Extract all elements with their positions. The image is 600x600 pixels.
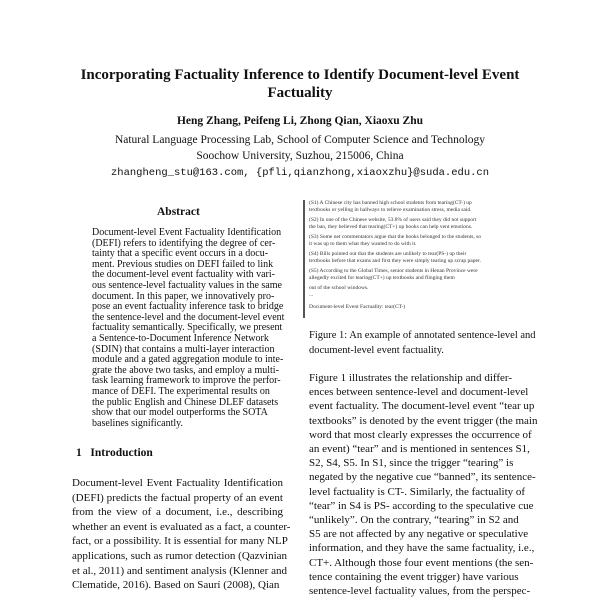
text-line: whether an event is evaluated as a fact, a counter- [72,520,291,533]
figure-line: ... [309,292,314,298]
text-line: applications, such as rumor detection (Qazvinian [72,550,288,562]
text-line: sentence-level factuality values, from the perspec- [309,585,531,597]
text-line: Document-level Event Factuality Identification [92,227,282,238]
figure-line: (S1) A Chinese city has banned high school students from tearing(CT-) up [309,200,472,206]
text-line: word that most clearly expresses the occurrence of [309,428,532,441]
figure-line: the ban, they believed that tearing(CT+) up books can help vent emotions. [309,224,473,230]
text-line: (SDIN) that contains a multi-layer interaction [92,343,275,355]
figure-1 [303,200,519,318]
emails: zhangheng_stu@163.com, {pfli,qianzhong,xiaoxzhu}@suda.edu.cn [110,167,490,179]
text-line: baselines significantly. [92,417,183,429]
text-line: negated by the negative cue “banned”, its sentence- [309,471,536,484]
text-line: the sentence-level and the document-level event [92,311,285,323]
figure-line: Document-level Event Factuality: tear(CT-) [309,304,406,310]
title-line-2: Factuality [267,85,333,101]
text-line: module and a gated aggregation module to inte- [92,354,284,366]
text-line: CT+. Although those four event mentions (the sen- [309,556,534,569]
paper-title [60,66,540,102]
figure-line: it was up to them what they wanted to do with it. [309,241,417,247]
text-line: ment. Previous studies on DEFI failed to link [92,258,274,270]
figure-line: (S2) In one of the Chinese website, 53.8% of users said they did not support [309,217,477,223]
text-line: textbooks” is denoted by the event trigger (the main [309,414,538,427]
text-line: the public English and Chinese DLEF datasets [92,396,279,408]
text-line: factuality semantically. Specifically, we present [92,322,283,334]
intro-heading: 1 Introduction [76,447,153,459]
text-line: (DEFI) predicts the factual property of an event [72,491,283,504]
text-line: show that our model outperforms the SOTA [92,407,268,419]
text-line: pose an event factuality inference task to bridge [92,301,284,313]
caption-line-1: Figure 1: An example of annotated sentence-level and [309,330,536,341]
text-line: et al., 2011) and sentiment analysis (Klenner and [72,564,287,577]
text-line: tainty that a specific event occurs in a docu- [92,248,269,260]
text-line: the document-level event factuality with vari- [92,269,275,281]
text-line: ences between sentence-level and document-level [309,386,529,399]
figure-line: (S5) According to the Global Times, senior students in Henan Province were [309,268,478,274]
figure-line: textbooks or yelling in hallways to relieve examination stress, media said. [309,207,472,213]
text-line: S5 are not affected by any negative or speculative [309,528,529,541]
text-line: level factuality is CT-. Similarly, the factuality of [309,485,526,498]
figure-line: textbooks before that exams and first they were simply tearing up scrap paper. [309,258,481,264]
caption-line-2: document-level event factuality. [309,345,444,356]
authors: Heng Zhang, Peifeng Li, Zhong Qian, Xiaoxu Zhu [176,115,424,127]
text-line: from the view of a document, i.e., describing [72,506,283,519]
text-line: event factuality. The document-level event “tear up [309,400,535,413]
text-line: Clematide, 2016). Based on Saurí (2008), Qian [72,579,280,592]
title-line-1: Incorporating Factuality Inference to Identify Document-level Event [80,67,520,83]
text-line: an event) “tear” and is mentioned in sentences S1, [309,443,530,455]
text-line: document. In this paper, we innovatively pro- [92,290,275,302]
text-line: a Sentence-to-Document Inference Network [92,333,269,344]
text-line: fact, or a possibility. It is essential for many NLP [72,535,288,548]
figure-caption [309,328,536,358]
figure-line: out of the school windows. [309,285,369,291]
text-line: S2, S4, S5. In S1, since the trigger “tearing” is [309,457,514,470]
text-line: mance of DEFI. The experimental results on [92,386,270,397]
text-line: (DEFI) refers to identifying the degree of cer- [92,237,276,249]
figure-line: allegedly excited for tearing(CT+) up textbooks and flinging them [309,275,455,281]
text-line: information, and they have the same factuality, i.e., [309,542,535,555]
text-line: tence containing the event trigger) have various [309,570,519,583]
text-line: grate the above two tasks, and employ a multi- [92,364,279,376]
figure-line: (S3) Some net commentators argue that the books belonged to the students, so [309,234,482,240]
abstract-heading: Abstract [157,206,200,218]
text-line: “unlikely”. On the contrary, “tearing” in S2 and [309,514,519,526]
text-line: ous sentence-level factuality values in the same [92,280,282,291]
affiliation-line-1: Natural Language Processing Lab, School of Computer Science and Technology [114,134,486,146]
text-line: task learning framework to improve the perfor- [92,375,281,387]
figure-line: (S4) Bills pointed out that the students are unlikely to tear(PS-) up their [309,251,467,257]
text-line: “tear” in S4 is PS- according to the speculative cue [309,499,534,512]
affiliation-line-2: Soochow University, Suzhou, 215006, China [196,150,404,162]
text-line: Document-level Event Factuality Identification [72,477,283,489]
text-line: Figure 1 illustrates the relationship and differ- [309,372,512,384]
